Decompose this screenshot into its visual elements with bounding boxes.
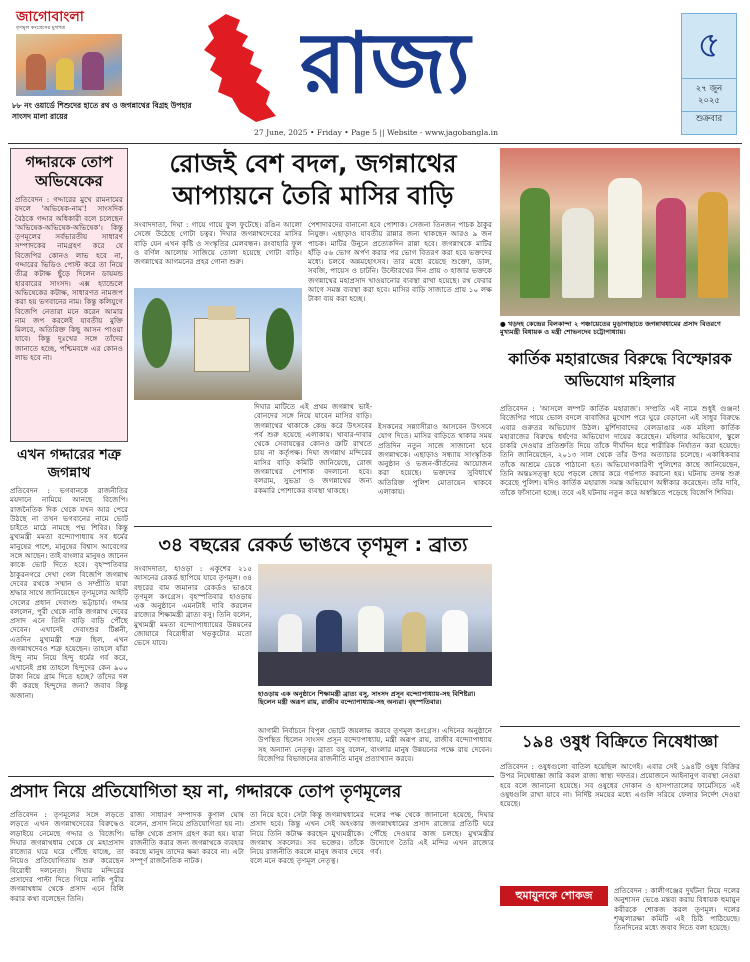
story-b-left: সংবাদদাতা, হাওড়া : একুশের ২১৫ আসনের রেকর্ড ছাপিয়ে যাবে তৃণমূল। ৩৪ বছরের বাম জমানার রেকর্ডও ভাঙবে তৃণমূল কংগ্রেস। বৃহস্পতিবার হাওড়ায় এক অনুষ্ঠানে এমনটাই দাবি করলেন রাজ্যের শিক্ষামন্ত্রী ব্রাত্য বসু। তিনি বলেন, মুখ্যমন্ত্রী মমতা বন্দ্যোপাধ্যায়ের উন্নয়নের জোয়ারে বিরোধীরা খড়কুটোর মতো ভেসে যাবে। — [134, 564, 252, 648]
story-kartik-body: প্রতিবেদন : 'আসলে লম্পট কার্তিক মহারাজ'। সম্প্রতি এই নামে শুধুই গুঞ্জন! বিজেপির পায়ে ভোল বদলে বাবাজির মুখোশ পরে ঘুরে বেড়ানো এই সাধুর বিরুদ্ধে এবার গুরুতর অভিযোগ উঠল। মুর্শিদাবাদের বেলডাঙার এক মহিলা কার্তিক মহারাজের বিরুদ্ধে ধর্ষণের অভিযোগ দায়ের করেছেন। মহিলার অভিযোগ, স্কুলে চাকরি দেওয়ার প্রতিশ্রুতি দিয়ে তাঁকে দীর্ঘদিন ধরে শারীরিক নির্যাতন করা হয়েছে। তিনি জানিয়েছেন, ২০১৩ সাল থেকে তাঁর উপর অত্যাচার চলেছে। একাধিকবার তাঁকে আশ্রমে ডেকে পাঠানো হত। অভিযোগকারিণী পুলিশের কাছে জানিয়েছেন, তিনি অন্তঃসত্ত্বা হয়ে পড়লে জোর করে গর্ভপাত করানো হয়। ঘটনায় তদন্ত শুরু করেছে পুলিশ। যদিও কার্তিক মহারাজ সমস্ত অভিযোগ অস্বীকার করেছেন। তাঁর দাবি, তাঁকে ফাঁসানো হচ্ছে। তবে এই ঘটনায় নতুন করে অস্বস্তিতে পড়েছে বিজেপি শিবির। — [500, 404, 740, 497]
story-abhishek-title: গদ্দারকে তোপ অভিষেকের — [25, 153, 113, 190]
page-number: ৫ — [697, 25, 721, 66]
masthead-left-caption: ৮৮ নং ওয়ার্ডে শিশুদের হাতে রথ ও জগন্নাথের বিগ্রহ উপহার সাংসদ মালা রায়ের — [12, 101, 192, 121]
bottom-headline: প্রসাদ নিয়ে প্রতিযোগিতা হয় না, গদ্দারকে তোপ তৃণমূলের — [10, 782, 402, 802]
right-photo-caption: ● খড়দহ কেন্দ্রের বিলকান্দা ২ পঞ্চায়েতের মুড়াগাছাতে জগন্নাথধামের প্রসাদ বিতরণে মুখ্যমন্ত্রী বিধায়ক ও মন্ত্রী শোভনদেব চট্টোপাধ্যায়। — [500, 320, 721, 337]
left-column — [10, 148, 128, 770]
page-section-title: রাজ্য — [300, 14, 471, 112]
bengal-map-graphic — [196, 12, 286, 124]
story-humayun-title-box — [500, 886, 608, 906]
bottom-col-4: দলের পক্ষ থেকে জানানো হয়েছে, দিঘার জগন্নাথধামের প্রসাদ রাজ্যের প্রতিটি ঘরে পৌঁছে দেওয়ার কাজ চলছে। মুখ্যমন্ত্রীর উদ্যোগে তৈরি এই মন্দির এখন রাজ্যের গর্ব। — [370, 810, 494, 857]
bottom-col-2: রাজ্য সাধারণ সম্পাদক কুণাল ঘোষ বলেন, প্রসাদ নিয়ে প্রতিযোগিতা হয় না। ভক্তি থেকে প্রসাদ গ্রহণ করা হয়। যারা রাজনীতি করার জন্য জগন্নাথকে ব্যবহার করছে মানুষ তাদের ক্ষমা করবে না। এটা সম্পূর্ণ রাজনৈতিক নাটক। — [130, 810, 244, 866]
story-humayun-body: প্রতিবেদন : কালীগঞ্জের দুর্ঘটনা নিয়ে দলের অনুশাসন ভেঙে মন্তব্য করায় বিধায়ক হুমায়ুন কবীরকে শোকজ করল তৃণমূল। দলের শৃঙ্খলারক্ষা কমিটি এই চিঠি পাঠিয়েছে। তিনদিনের মধ্যে জবাব দিতে বলা হয়েছে। — [614, 886, 740, 933]
meeting-photo — [258, 564, 492, 686]
story-medicine-title: ১৯৪ ওষুধ বিক্রিতে নিষেধাজ্ঞা — [521, 732, 719, 751]
masthead-left-photo — [16, 34, 122, 96]
main-headline: রোজই বেশ বদল, জগন্নাথের আপ্যায়নে তৈরি মাসির বাড়ি — [169, 149, 457, 210]
center-column — [134, 148, 492, 770]
logo-text: জাগোবাংলা — [16, 9, 84, 25]
temple-photo — [134, 288, 302, 400]
masthead-divider — [8, 143, 742, 144]
story-jagannath-body: প্রতিবেদন : ভগবানকে রাজনীতির ময়দানে নামিয়ে আনছে বিজেপি। রাজনৈতিক দিক থেকে যখন আর পেরে উঠছে না তখন ভগবানের নামে ভোট চাইতে মাঠে নামছে পদ্ম শিবির। কিন্তু মুখ্যমন্ত্রী মমতা বন্দ্যোপাধ্যায় সব ধর্মের মানুষের পাশে, মানুষের বিশ্বাস আবেগের সঙ্গে আছেন। তাই বাংলার মানুষও জানেন কাকে ভোট দিতে হবে। বৃহস্পতিবার ঠাকুরনগরে দেখা গেল বিজেপি জগন্নাথ দেবের রথকে সম্মান ও সম্প্রীতি যারা শ্রদ্ধার সাথে জানিয়েছেন তৃণমূলের আইটি সেলের প্রধান দেবাংশু ভট্টাচার্য। গদ্দার বললেন, পুরী থেকে নাকি জগন্নাথ দেবের প্রসাদ এনে তিনি বাড়ি বাড়ি পৌঁছে দেবেন। এখানেই দেবাংশুর টিপ্পনী, এতদিন মুখ্যমন্ত্রী শত্রু ছিল, এখন জগন্নাথদেবও শত্রু হয়েছেন। তাহলে যাঁরা হিন্দু নাম নিয়ে হিন্দু ধর্মের গর্ব করে, এখানেই প্রশ্ন তাহলে হিন্দুদের কেন ৯০০ টাকা নিয়ে গ্রাম দিতে হচ্ছে? তাঁদের দল কী করছে হিন্দুদের জন্য? জবাব কিন্তু অজানা। — [10, 486, 128, 700]
dateline: 27 June, 2025 • Friday • Page 5 || Website - www.jagobangla.in — [254, 128, 498, 137]
right-top-photo — [500, 148, 740, 316]
year-bn: ২০২৫ — [697, 96, 721, 106]
right-divider — [500, 726, 740, 727]
story-a-left: সংবাদদাতা, দিঘা : গায়ে গায়ে ফুল ফুটেছে। রঙিন আলো সেজে উঠেছে গোটা চত্বর। দিঘার জগন্নাথদেবের মাসির বাড়ি যেন এখন কৃষ্টি ও সংস্কৃতির মেলবন্ধন। রংবাহারি ফুল ও বর্ণিল আলোয় সাজিয়ে তোলা হয়েছে গোটা বাড়ি। জগন্নাথের আগমনের প্রহর গোনা শুরু। — [134, 220, 302, 267]
story-a-bottom-left: দিঘার মাটিতে এই প্রথম জগন্নাথ ভাই-বোনদের সঙ্গে নিয়ে যাবেন মাসির বাড়ি। জগন্নাথের থাকাকে কেন্দ্র করে উৎসবের পর্ব শুরু হয়েছে এলাকায়। খাবার-দাবার থেকে সেবাযত্নের কোনও ত্রুটি রাখতে চায় না কর্তৃপক্ষ। দিঘা জগন্নাথ মন্দিরের মাসির বাড়ি কমিটি জানিয়েছে, রোজ জগন্নাথের পোশাক বদলানো হবে। বলরাম, সুভদ্রা ও জগন্নাথের জন্য রকমারি পোশাকের ব্যবস্থা থাকছে। — [254, 402, 372, 495]
story-b-headline: ৩৪ বছরের রেকর্ড ভাঙবে তৃণমূল : ব্রাত্য — [158, 534, 468, 556]
center-divider — [134, 526, 492, 527]
story-a-right: পেশাদারদের বানানো হবে পোশাক। সেজনা তিনজন পাচক ঠাকুর নিযুক্ত। এছাড়াও যাবতীয় রান্নার জন্য থাকছেন আরও ৯ জন পাচক। মাটির উনুনে প্রত্যেকদিন রান্না হবে। জগন্নাথকে মাটির হাঁড়ি ৫৬ ভোগ অর্পণ করার পর ভোগ বিতরণ করা হবে ভক্তদের মধ্যে। চলবে অন্নমহোৎসব। তার মধ্যে রয়েছে শুক্তো, ডাল, সবজি, পায়েস ও চাটনি। উল্টোরথের দিন প্রায় ৩ হাজার ভক্তকে জগন্নাথের মহাপ্রসাদ খাওয়ানোর ব্যবস্থা রাখা হয়েছে। রথ ফেরার আগে সমস্ত ব্যবস্থা করা হবে। মাসির বাড়ি সাজাতে প্রায় ১০ লক্ষ টাকা ব্যয় করা হচ্ছে। — [308, 220, 492, 304]
story-abhishek-box — [10, 148, 128, 442]
story-b-mid: আগামী নির্বাচনে বিপুল ভোটে জয়লাভ করবে তৃণমূল কংগ্রেস। এদিনের অনুষ্ঠানে উপস্থিত ছিলেন সাংসদ প্রসূন বন্দ্যোপাধ্যায়, মন্ত্রী অরূপ রায়, রাজীব বন্দ্যোপাধ্যায় সহ অন্যান্য নেতৃত্ব। ব্রাত্য বসু বলেন, বাংলার মানুষ উন্নয়নের পক্ষে রায় দেবেন। বিজেপির বিভাজনের রাজনীতি মানুষ প্রত্যাখ্যান করবে। — [258, 726, 492, 763]
story-medicine-body: প্রতিবেদন : ওষুধগুলো বাতিল হয়েছিল আগেই। এবার সেই ১৯৪টি ওষুধ বিক্রির উপর নিষেধাজ্ঞা জারি করল রাজ্য স্বাস্থ্য দফতর। প্রয়োজনে আইনানুগ ব্যবস্থা নেওয়া হবে বলে জানানো হয়েছে। সব ওষুধের দোকান ও হাসপাতালের ফার্মেসিতে এই ওষুধগুলি রাখা যাবে না। নির্দিষ্ট সময়ের মধ্যে এগুলি সরিয়ে ফেলার নির্দেশ দেওয়া হয়েছে। — [500, 762, 740, 809]
bottom-divider — [8, 776, 494, 777]
story-humayun-title: হুমায়ুনকে শোকজ — [515, 889, 593, 902]
date-bn: ২৭ জুন — [682, 78, 736, 95]
meeting-photo-caption: হাওড়ায় এক অনুষ্ঠানে শিক্ষামন্ত্রী ব্রাত্য বসু, সাংসদ প্রসূন বন্দ্যোপাধ্যায়-সহ বিশিষ্টরা। ছিলেন মন্ত্রী অরূপ রায়, রাজীব বন্দ্যোপাধ্যায়-সহ অন্যরা। বৃহস্পতিবার। — [258, 690, 476, 707]
bottom-col-3: তা নিয়ে হবে। সেটা কিন্তু জগন্নাথধামের প্রসাদ হবে। কিন্তু এখন সেই অহংকার নিয়ে তিনি কটাক্ষ করছেন মুখ্যমন্ত্রীকে। জগন্নাথ সকলের। সব ভক্তের। তাঁকে নিয়ে রাজনীতি করলে মানুষ জবাব দেবে বলে মনে করছে তৃণমূল নেতৃত্ব। — [250, 810, 364, 866]
weekday-bn: শুক্রবার — [682, 111, 736, 126]
story-abhishek-body: প্রতিবেদন : গদ্দারের মুখে রামনামের বদলে 'অভিষেক-নাম'! সাংসদিক বৈঠকে গদ্দার অধিকারী বলে চলেছেন 'অভিষেক-অভিষেক-অভিষেক'। কিন্তু তৃণমূলের সর্বভারতীয় সাধারণ সম্পাদকের নামগ্রহণ করে যে বিজেপির কোনও লাভ হবে না, গদ্দারের ভিডিও পোস্ট করে তা নিয়ে তীব্র কটাক্ষ ছুঁড়ে দিলেন ডায়মন্ড হারবারের সাংসদ। এক্স হ্যান্ডেলে অভিষেকের কটাক্ষ, সাধারণত নামজপ করা হয় ভগবানের নাম। কিন্তু কলিযুগে বিজেপি নেতারা মনে করেন আমার নাম জপ করলেই যাবতীয় মুক্তি মিলবে, অতিরিক্ত কিছু আসন পাওয়া যাবে। কিন্তু দুঃখের সঙ্গে তাঁদের জানাতে হচ্ছে, পশ্চিমবঙ্গে এর কোনও লাভ হবে না। — [15, 195, 123, 363]
story-jagannath-title: এখন গদ্দারের শত্রু জগন্নাথ — [16, 447, 122, 481]
logo-tagline: তৃণমূল কংগ্রেসের মুখপত্র — [16, 25, 66, 31]
masthead — [0, 0, 750, 142]
story-a-bottom-right: ইসকনের সন্ন্যাসীরাও আসবেন উৎসবে যোগ দিতে। মাসির বাড়িতে থাকার সময় প্রতিদিন নতুন সাজে সাজানো হবে জগন্নাথকে। এছাড়াও সন্ধ্যায় সাংস্কৃতিক অনুষ্ঠান ও ভজন-কীর্তনের আয়োজন করা হয়েছে। ভক্তদের সুবিধার্থে অতিরিক্ত পুলিশ মোতায়েন থাকবে এলাকায়। — [378, 422, 492, 497]
date-box — [681, 13, 737, 135]
story-kartik-title: কার্তিক মহারাজের বিরুদ্ধে বিস্ফোরক অভিযোগ মহিলার — [508, 350, 732, 390]
publication-logo — [16, 9, 110, 31]
bottom-col-1: প্রতিবেদন : তৃণমূলের সঙ্গে লড়তে লড়তে এখন জগন্নাথদেবের বিরুদ্ধেও লড়াইয়ে নেমেছে গদ্দার ও বিজেপি। দিঘার জগন্নাথধাম থেকে যে মহাপ্রসাদ রাজ্যের ঘরে ঘরে পৌঁছে যাচ্ছে, তা নিয়েও প্রতিযোগিতায় শুরু করেছেন বিরোধী দলনেতা। দিঘার মন্দিরের প্রসাদের পাল্টা দিতে গিয়ে নাকি পুরীর জগন্নাথধাম থেকে প্রসাদ এনে বিলি করার কথা বলেছেন তিনি। — [10, 810, 124, 903]
right-column — [500, 148, 740, 770]
